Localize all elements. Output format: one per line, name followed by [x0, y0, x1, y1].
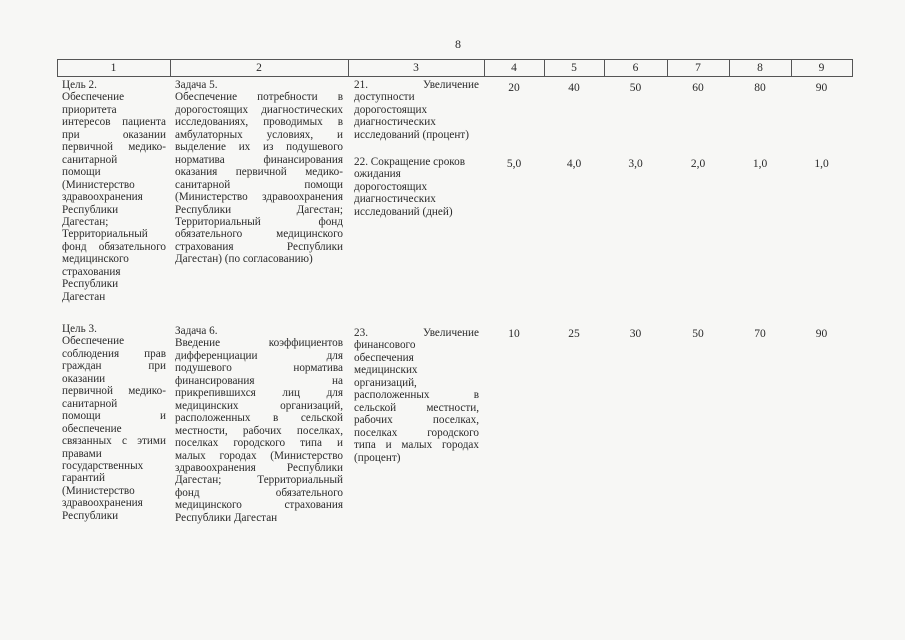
value-cell: 20: [508, 82, 520, 94]
column-header: 6: [632, 62, 639, 74]
column-header: 9: [818, 62, 825, 74]
value-cell: 50: [692, 328, 704, 340]
column-header: 7: [695, 62, 701, 74]
column-header: 8: [757, 62, 763, 74]
table-top-border: [57, 59, 852, 60]
value-cell: 1,0: [752, 158, 768, 170]
indicator-cell: 23. Увеличение финансового обеспечения медицинских организаций, расположенных в сельской местности, рабочих поселках, поселках городского типа и малых городах (процент): [354, 327, 479, 464]
column-header: 1: [110, 62, 117, 74]
page-number: 8: [455, 37, 461, 51]
indicator-cell: 22. Сокращение сроков ожидания дорогостоящих диагностических исследований (дней): [354, 156, 466, 218]
column-header: 5: [571, 62, 577, 74]
value-cell: 50: [629, 82, 642, 94]
column-header: 2: [256, 62, 262, 74]
column-header: 4: [511, 62, 517, 74]
value-cell: 4,0: [566, 158, 582, 170]
indicator-cell: 21. Увеличение доступности дорогостоящих диагностических исследований (процент): [354, 79, 479, 141]
value-cell: 90: [815, 328, 828, 340]
value-cell: 90: [815, 82, 828, 94]
header-bottom-border: [57, 76, 852, 77]
value-cell: 2,0: [690, 158, 706, 170]
value-cell: 80: [754, 82, 766, 94]
value-cell: 60: [692, 82, 704, 94]
task-cell: Задача 5. Обеспечение потребности в дорогостоящих диагностических исследованиях, проводимых в амбулаторных условиях, и выделение их из подушевого норматива финансирования оказания первичной медико- санитарной помощи (Министерство здравоохранения Республики Дагестан; Территориальный фонд обязательного медицинского страхования Республики Дагестан) (по согласованию): [175, 79, 343, 266]
column-header: 3: [413, 62, 419, 74]
value-cell: 30: [629, 328, 642, 340]
value-cell: 1,0: [814, 158, 829, 170]
goal-cell: Цель 3. Обеспечение соблюдения прав граждан при оказании первичной медико- санитарной помощи и обеспечение связанных с этими правами государственных гарантий (Министерство здравоохранения Республики: [62, 323, 166, 522]
value-cell: 70: [754, 328, 766, 340]
value-cell: 5,0: [506, 158, 522, 170]
value-cell: 25: [568, 328, 580, 340]
value-cell: 10: [508, 328, 520, 340]
value-cell: 3,0: [628, 158, 643, 170]
task-cell: Задача 6. Введение коэффициентов дифференциации для подушевого норматива финансирования на прикрепившихся лиц для медицинских организаций, расположенных в сельской местности, рабочих поселках, поселках городского типа и малых городах (Министерство здравоохранения Республики Дагестан; Территориальный фонд обязательного медицинского страхования Республики Дагестан: [175, 325, 343, 524]
goal-cell: Цель 2. Обеспечение приоритета интересов пациента при оказании первичной медико- санитарной помощи (Министерство здравоохранения Республики Дагестан; Территориальный фонд обязательного медицинского страхования Республики Дагестан: [62, 79, 166, 303]
header-divider: [852, 59, 853, 77]
value-cell: 40: [568, 82, 580, 94]
